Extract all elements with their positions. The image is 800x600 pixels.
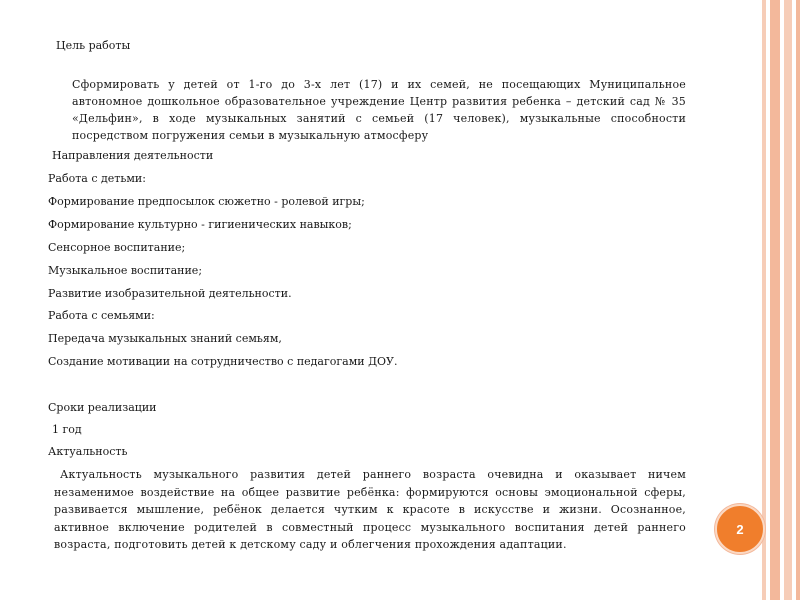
children-heading: Работа с детьми: [48, 172, 146, 185]
families-heading: Работа с семьями: [48, 309, 155, 322]
goal-text: Сформировать у детей от 1-го до 3-х лет (17) и их семей, не посещающих Муниципальное автономное дошкольное образовательное учреждение Центр развития ребенка – детский сад № 35 «Дельфин», в ходе музыкальных занятий с семьей (17 человек), музыкальные способности посредством погружения семьи в музыкальную атмосферу [72, 78, 686, 142]
goal-heading: Цель работы [56, 39, 131, 52]
stripe [784, 0, 792, 600]
list-item: Развитие изобразительной деятельности. [48, 287, 292, 300]
list-item: Передача музыкальных знаний семьям, [48, 332, 282, 345]
list-item: Формирование предпосылок сюжетно - ролевой игры; [48, 195, 365, 208]
directions-heading: Направления деятельности [52, 149, 214, 162]
stripe [770, 0, 780, 600]
timeline-value: 1 год [52, 423, 82, 436]
timeline-heading: Сроки реализации [48, 401, 157, 414]
list-item: Формирование культурно - гигиенических навыков; [48, 218, 352, 231]
list-item: Музыкальное воспитание; [48, 264, 203, 277]
page-number: 2 [736, 521, 744, 537]
list-item: Сенсорное воспитание; [48, 241, 186, 254]
relevance-heading: Актуальность [48, 445, 128, 458]
relevance-text: Актуальность музыкального развития детей раннего возраста очевидна и оказывает ничем незаменимое воздействие на общее развитие ребёнка: формируются основы эмоциональной сферы, развивается мышление, ребёнок делается чутким к красоте в искусстве и жизни. Осознанное, активное включение родителей в совместный процесс музыкального воспитания детей раннего возраста, подготовить детей к детскому саду и облегчения прохождения адаптации. [54, 468, 686, 551]
decorative-stripes [758, 0, 800, 600]
stripe [762, 0, 766, 600]
stripe [796, 0, 800, 600]
page-number-badge [715, 504, 765, 554]
list-item: Создание мотивации на сотрудничество с педагогами ДОУ. [48, 355, 398, 368]
